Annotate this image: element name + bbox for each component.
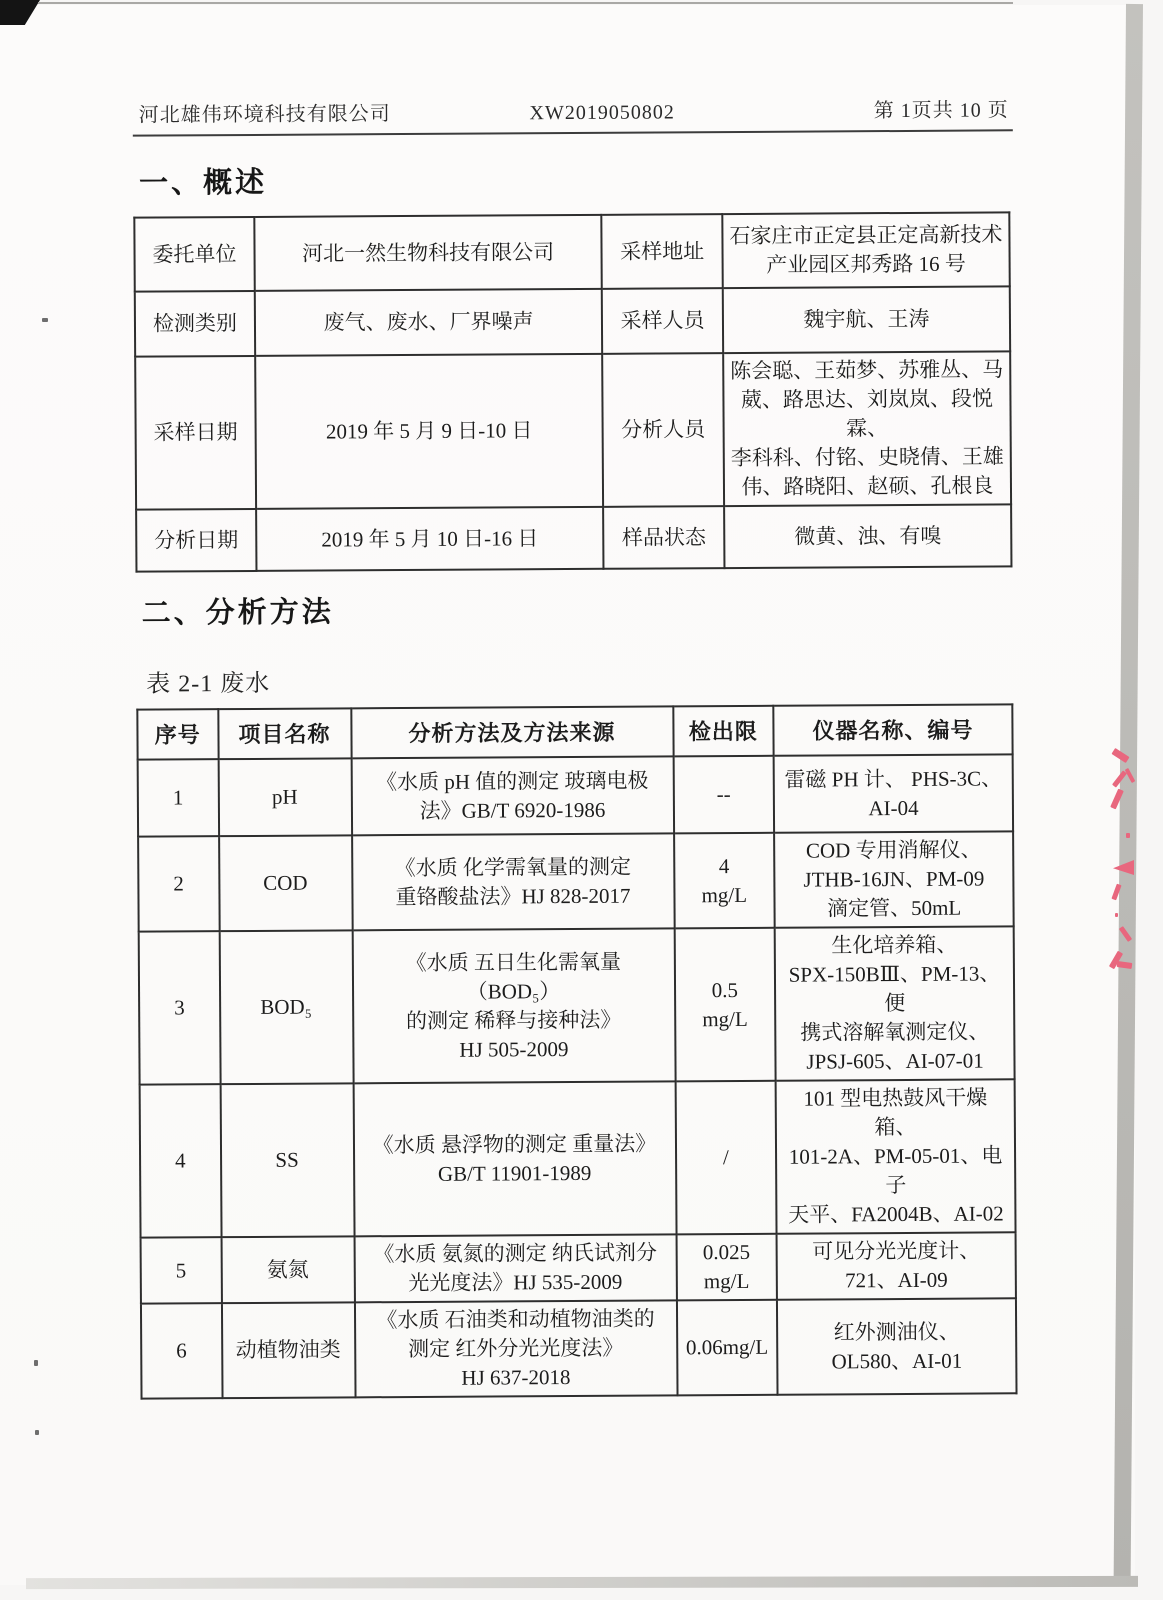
cell-index: 5: [141, 1237, 222, 1303]
header-report-number: XW2019050802: [529, 101, 675, 125]
overview-value: 河北一然生物科技有限公司: [254, 215, 602, 291]
overview-label: 采样人员: [602, 288, 723, 354]
cell-item: COD: [219, 835, 353, 931]
column-header-index: 序号: [137, 709, 218, 759]
overview-label: 分析日期: [136, 509, 256, 572]
overview-value: 微黄、浊、有嗅: [724, 504, 1011, 568]
scan-speck: [34, 1360, 38, 1366]
cell-method: 《水质 化学需氧量的测定 重铬酸盐法》HJ 828-2017: [352, 833, 675, 930]
cell-instrument: COD 专用消解仪、 JTHB-16JN、PM-09 滴定管、50mL: [774, 831, 1013, 927]
overview-label: 采样地址: [602, 214, 723, 289]
section-overview-title: 一、概述: [139, 166, 268, 200]
cell-method: 《水质 悬浮物的测定 重量法》 GB/T 11901-1989: [353, 1081, 676, 1236]
overview-value: 陈会聪、王茹梦、苏雅丛、马 葳、路思达、刘岚岚、段悦霖、 李科科、付铭、史晓倩、王雄 伟、路晓阳、赵硕、孔根良: [723, 351, 1011, 506]
overview-label: 委托单位: [134, 217, 254, 292]
column-header-item: 项目名称: [218, 708, 351, 759]
methods-row: [138, 754, 1013, 836]
cell-item: BOD₅: [219, 930, 353, 1084]
cell-limit: 0.06mg/L: [676, 1300, 777, 1396]
cell-index: 3: [139, 931, 220, 1084]
document-content: [132, 0, 1021, 1400]
cell-item: SS: [220, 1083, 354, 1237]
cell-instrument: 可见分光光度计、 721、AI-09: [777, 1232, 1016, 1299]
scan-speck: [42, 318, 48, 322]
stamp-fragment: [1126, 833, 1130, 838]
cell-limit: 4 mg/L: [674, 833, 775, 929]
cell-limit: 0.5 mg/L: [674, 928, 776, 1082]
scan-shadow-bottom: [26, 1576, 1138, 1589]
cell-limit: --: [673, 756, 774, 834]
overview-row: [134, 212, 1009, 291]
methods-row: [141, 1298, 1017, 1398]
stamp-fragment: [1115, 913, 1118, 917]
cell-instrument: 雷磁 PH 计、 PHS-3C、 AI-04: [774, 754, 1013, 832]
methods-row: [139, 926, 1015, 1084]
cell-index: 2: [138, 836, 219, 931]
cell-limit: 0.025 mg/L: [676, 1234, 777, 1301]
overview-row: [135, 351, 1011, 509]
cell-method: 《水质 五日生化需氧量（BOD₅） 的测定 稀释与接种法》 HJ 505-2009: [352, 928, 675, 1083]
cell-method: 《水质 氨氮的测定 纳氏试剂分 光光度法》HJ 535-2009: [354, 1234, 676, 1302]
cell-limit: /: [675, 1081, 777, 1235]
overview-value: 2019 年 5 月 9 日-10 日: [255, 354, 603, 509]
cell-instrument: 红外测油仪、 OL580、AI-01: [777, 1298, 1016, 1394]
page-header: [133, 93, 1013, 136]
overview-row: [135, 286, 1010, 356]
scan-speck: [35, 1430, 39, 1435]
methods-header-row: [137, 704, 1012, 759]
overview-table: [133, 211, 1012, 572]
overview-value: 2019 年 5 月 10 日-16 日: [256, 507, 604, 571]
header-page-info: 第 1页共 10 页: [873, 99, 1009, 123]
cell-instrument: 101 型电热鼓风干燥箱、 101-2A、PM-05-01、电子 天平、FA2004B、AI-02: [776, 1079, 1016, 1233]
overview-label: 样品状态: [603, 506, 724, 569]
overview-label: 检测类别: [135, 291, 255, 357]
overview-label: 分析人员: [602, 353, 724, 507]
cell-item: 动植物油类: [221, 1302, 355, 1398]
column-header-instrument: 仪器名称、编号: [773, 704, 1012, 755]
methods-row: [138, 831, 1014, 931]
overview-value: 石家庄市正定县正定高新技术 产业园区邦秀路 16 号: [722, 212, 1009, 288]
overview-value: 废气、废水、厂界噪声: [255, 289, 603, 356]
overview-value: 魏宇航、王涛: [723, 286, 1010, 353]
methods-table-caption: 表 2-1 废水: [146, 670, 271, 698]
cell-method: 《水质 pH 值的测定 玻璃电极 法》GB/T 6920-1986: [351, 756, 673, 835]
section-methods-title: 二、分析方法: [141, 596, 334, 630]
overview-row: [136, 504, 1011, 571]
column-header-method: 分析方法及方法来源: [351, 706, 673, 758]
cell-method: 《水质 石油类和动植物油类的 测定 红外分光光度法》 HJ 637-2018: [354, 1300, 677, 1397]
header-company: 河北雄伟环境科技有限公司: [138, 103, 391, 127]
cell-instrument: 生化培养箱、 SPX-150BⅢ、PM-13、便 携式溶解氧测定仪、 JPSJ-605、AI-07-01: [775, 926, 1015, 1080]
methods-row: [140, 1079, 1016, 1237]
cell-index: 6: [141, 1303, 222, 1398]
methods-table: [136, 703, 1017, 1399]
scan-top-edge: [38, 2, 1013, 4]
overview-label: 采样日期: [135, 356, 256, 510]
methods-row: [141, 1232, 1016, 1303]
cell-item: 氨氮: [221, 1236, 354, 1303]
cell-index: 4: [140, 1084, 221, 1237]
column-header-limit: 检出限: [673, 706, 774, 757]
cell-item: pH: [218, 758, 351, 836]
cell-index: 1: [138, 759, 219, 836]
